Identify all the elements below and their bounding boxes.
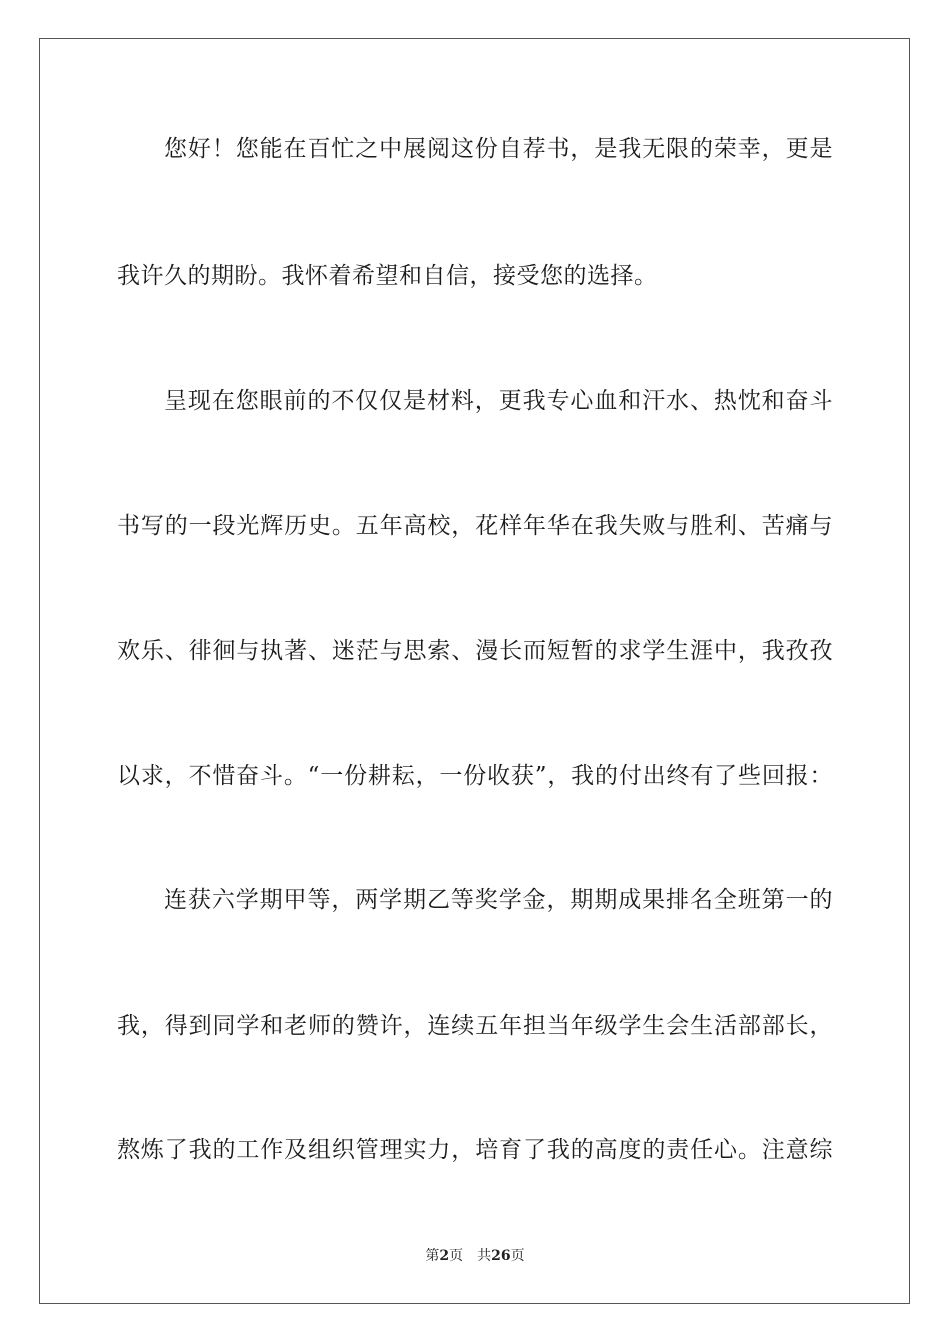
footer-total-prefix: 共 bbox=[477, 1248, 492, 1264]
text-line-9: 熬炼了我的工作及组织管理实力，培育了我的高度的责任心。注意综 bbox=[117, 1137, 833, 1163]
text-line-5: 欢乐、徘徊与执著、迷茫与思索、漫长而短暂的求学生涯中，我孜孜 bbox=[117, 638, 833, 664]
text-line-4: 书写的一段光辉历史。五年高校，花样年华在我失败与胜利、苦痛与 bbox=[117, 513, 833, 539]
footer-page-suffix: 页 bbox=[449, 1248, 464, 1264]
page-border bbox=[39, 38, 910, 1304]
page-footer bbox=[0, 1247, 950, 1265]
text-line-7: 连获六学期甲等，两学期乙等奖学金，期期成果排名全班第一的 bbox=[164, 887, 833, 913]
text-line-1: 您好！您能在百忙之中展阅这份自荐书，是我无限的荣幸，更是 bbox=[164, 136, 833, 162]
footer-total-pages: 26 bbox=[491, 1248, 511, 1264]
text-line-8: 我，得到同学和老师的赞许，连续五年担当年级学生会生活部部长， bbox=[117, 1013, 833, 1039]
text-line-3: 呈现在您眼前的不仅仅是材料，更我专心血和汗水、热忱和奋斗 bbox=[164, 388, 833, 414]
text-line-2: 我许久的期盼。我怀着希望和自信，接受您的选择。 bbox=[117, 263, 658, 289]
footer-total-suffix: 页 bbox=[510, 1248, 525, 1264]
text-line-6: 以求，不惜奋斗。“一份耕耘，一份收获”，我的付出终有了些回报： bbox=[117, 763, 833, 789]
footer-page-number: 2 bbox=[439, 1248, 450, 1264]
footer-page-prefix: 第 bbox=[425, 1248, 440, 1264]
